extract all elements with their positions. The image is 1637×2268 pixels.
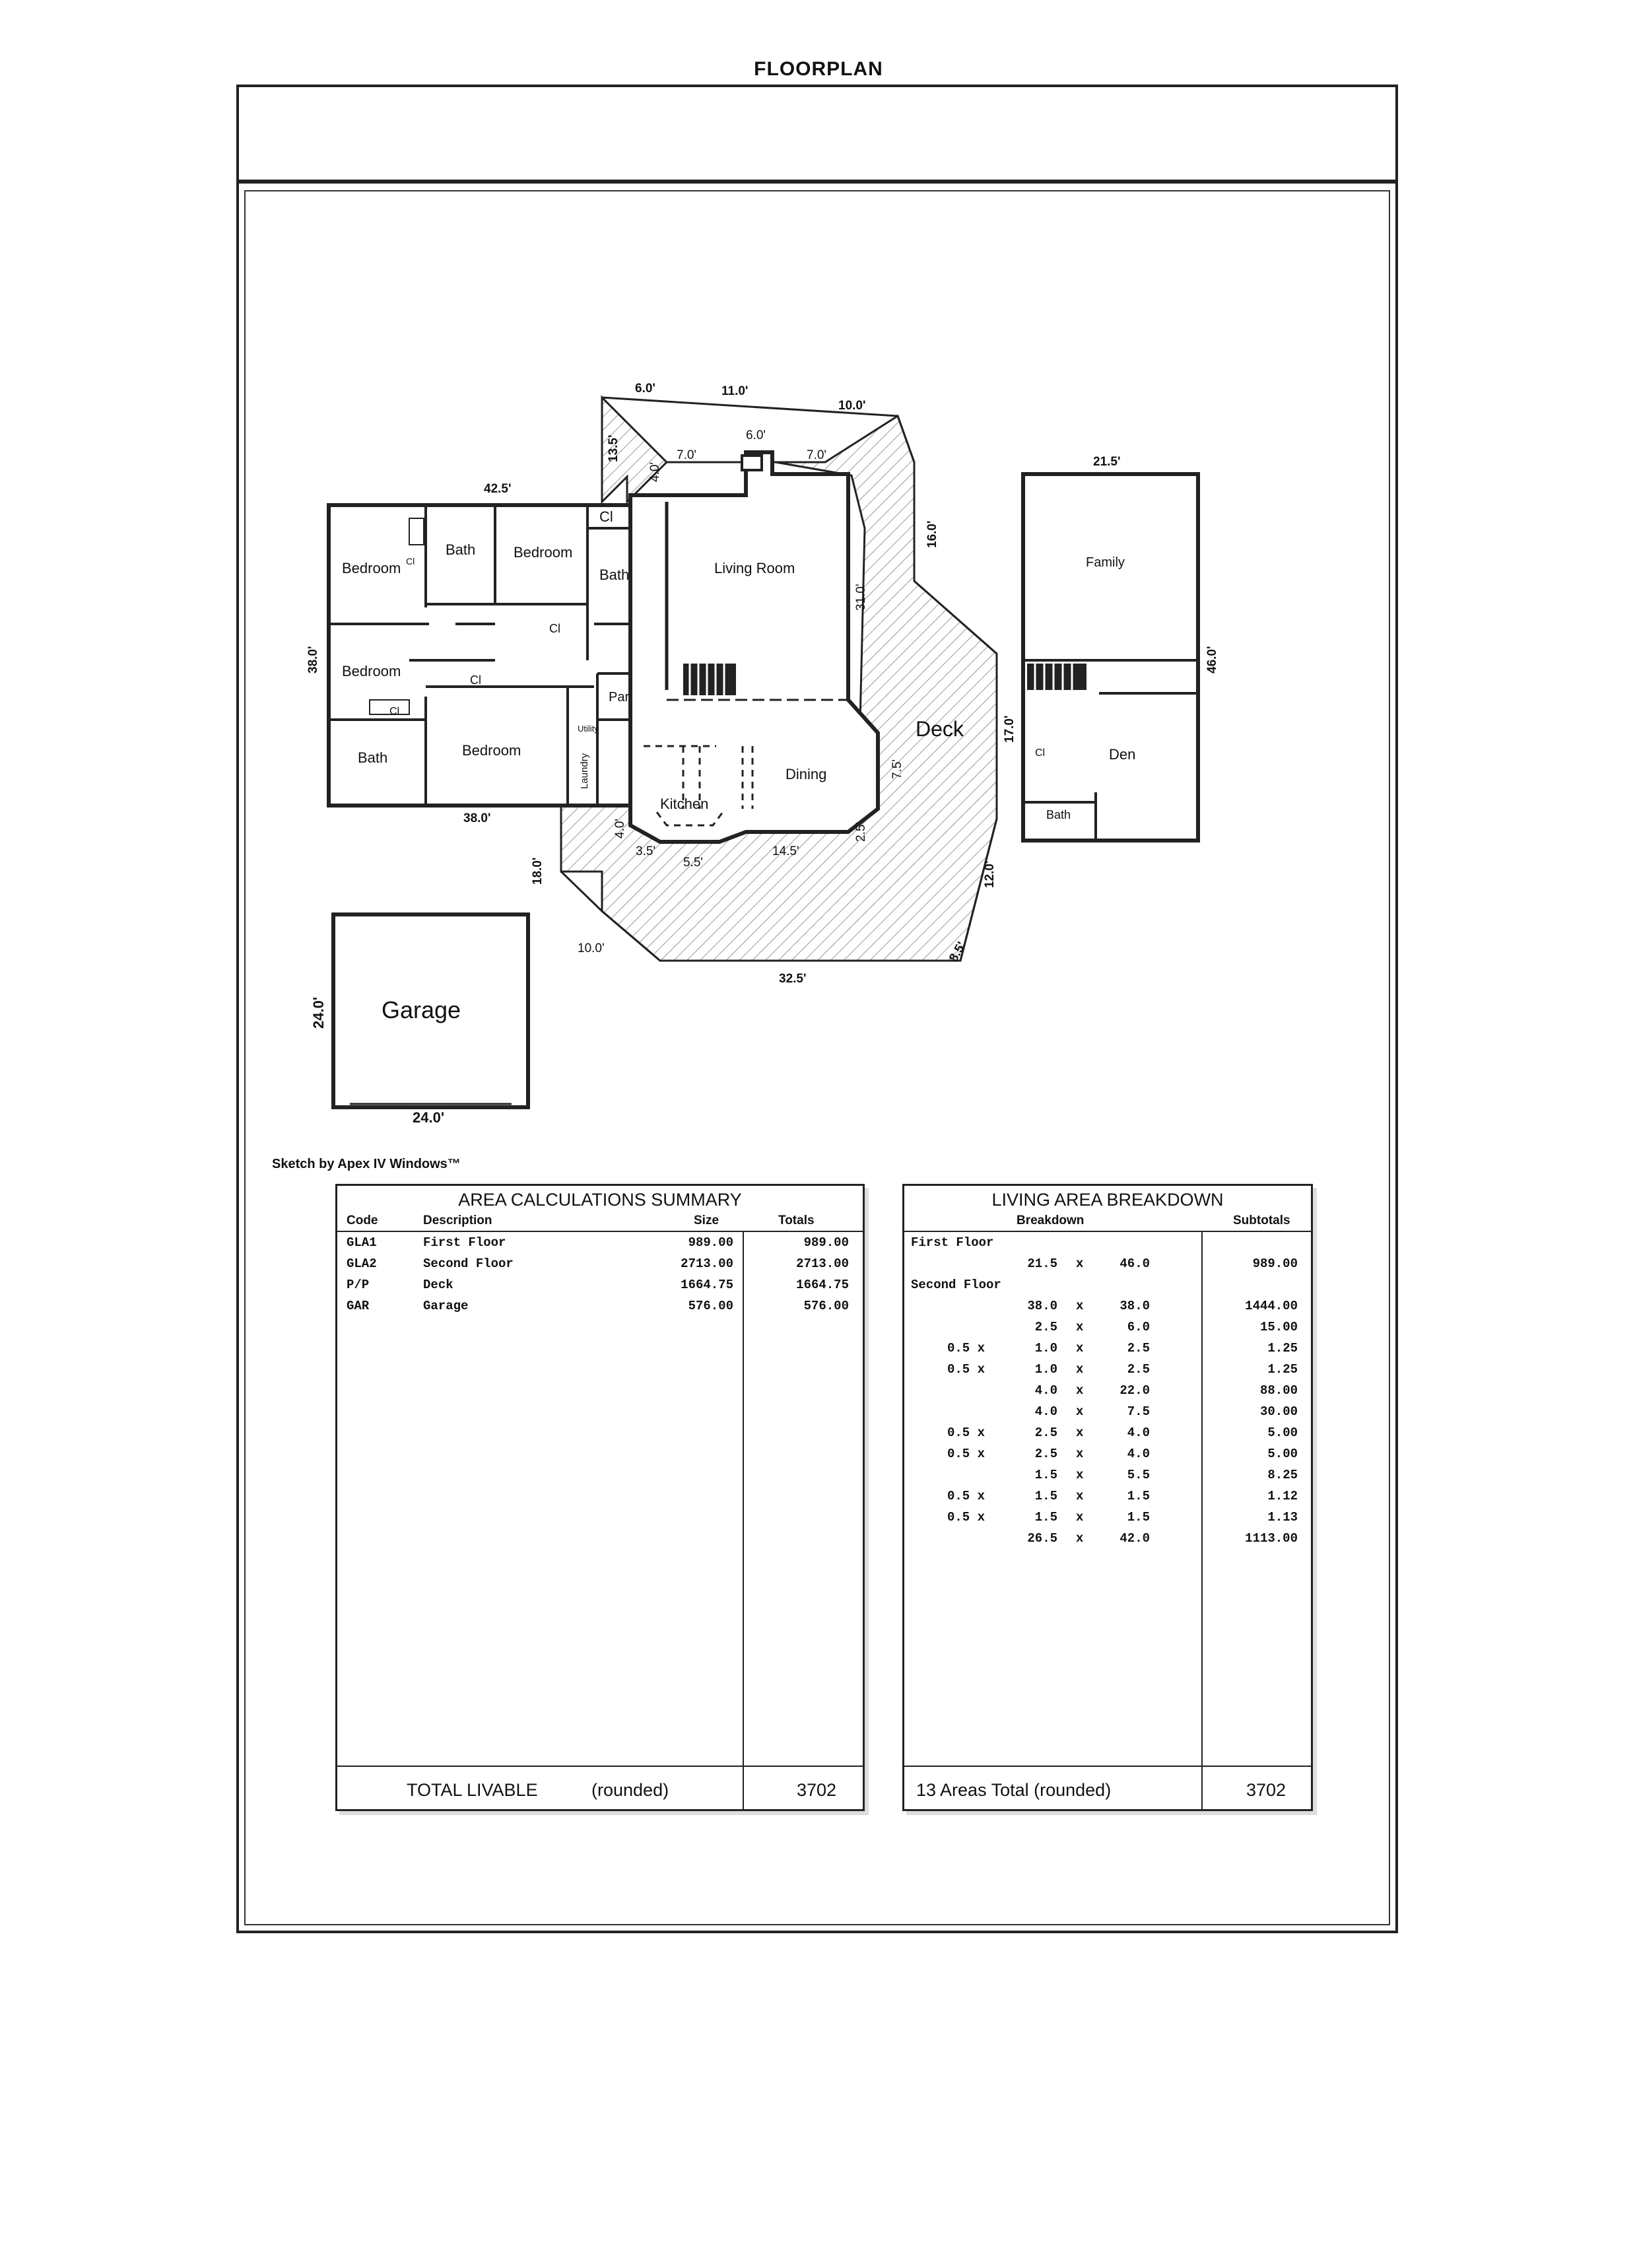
code-cell: GLA2 <box>347 1256 377 1271</box>
table-row <box>337 1278 863 1299</box>
subtotal-cell: 30.00 <box>1259 1404 1298 1419</box>
dimension-label: 7.0' <box>677 448 697 462</box>
subtotal-cell: 8.25 <box>1267 1468 1298 1482</box>
room-label: Bedroom <box>514 544 573 561</box>
room-label: Bath <box>358 749 388 766</box>
width-cell: 7.5 <box>1127 1404 1150 1419</box>
subtotal-cell: 15.00 <box>1259 1320 1298 1334</box>
room-label: Bath <box>446 541 476 558</box>
width-cell: 2.5 <box>1127 1362 1150 1377</box>
times-sign: x <box>1076 1489 1084 1503</box>
dimension-label: 10.0' <box>578 942 605 955</box>
area-summary-table <box>335 1184 865 1811</box>
times-sign: x <box>1076 1447 1084 1461</box>
dimension-label: 6.0' <box>746 429 766 442</box>
table-row <box>904 1320 1311 1341</box>
size-cell: 1664.75 <box>681 1278 733 1292</box>
room-label: Bedroom <box>342 663 401 679</box>
table-row <box>904 1531 1311 1552</box>
dimension-label: 24.0' <box>413 1109 445 1126</box>
section-row <box>904 1278 1311 1299</box>
room-label: Bedroom <box>462 742 521 759</box>
table-row <box>904 1256 1311 1278</box>
sketch-credit: Sketch by Apex IV Windows™ <box>272 1157 461 1171</box>
living-breakdown-title: LIVING AREA BREAKDOWN <box>991 1190 1224 1210</box>
total-livable-label: TOTAL LIVABLE <box>407 1780 538 1800</box>
width-cell: 1.5 <box>1127 1489 1150 1503</box>
subtotal-cell: 5.00 <box>1267 1426 1298 1440</box>
room-label: Den <box>1109 746 1136 763</box>
width-cell: 46.0 <box>1119 1256 1150 1271</box>
times-sign: x <box>1076 1383 1084 1398</box>
times-sign: x <box>1076 1468 1084 1482</box>
length-cell: 4.0 <box>1034 1383 1057 1398</box>
page-title: FLOORPLAN <box>754 58 883 80</box>
subtotal-cell: 1444.00 <box>1245 1299 1298 1313</box>
width-cell: 5.5 <box>1127 1468 1150 1482</box>
width-cell: 42.0 <box>1119 1531 1150 1546</box>
dimension-label: 8.5' <box>947 940 969 965</box>
width-cell: 38.0 <box>1119 1299 1150 1313</box>
room-label: Deck <box>916 717 964 741</box>
dimension-label: 7.0' <box>807 448 827 462</box>
width-cell: 6.0 <box>1127 1320 1150 1334</box>
length-cell: 1.5 <box>1034 1489 1057 1503</box>
subtotal-cell: 1.13 <box>1267 1510 1298 1525</box>
multiplier-cell: 0.5 x <box>947 1341 985 1356</box>
table-row <box>904 1510 1311 1531</box>
area-summary-title: AREA CALCULATIONS SUMMARY <box>458 1190 742 1210</box>
times-sign: x <box>1076 1531 1084 1546</box>
areas-total-label: 13 Areas Total (rounded) <box>916 1780 1112 1800</box>
room-label: Cl <box>389 706 400 717</box>
total-cell: 989.00 <box>803 1235 849 1250</box>
fireplace-icon <box>742 456 762 470</box>
description-cell: First Floor <box>423 1235 506 1250</box>
table-row <box>904 1362 1311 1383</box>
dimension-label: 13.5' <box>607 434 620 462</box>
length-cell: 2.5 <box>1034 1320 1057 1334</box>
column-header-subtotals: Subtotals <box>1233 1214 1290 1227</box>
description-cell: Deck <box>423 1278 453 1292</box>
multiplier-cell: 0.5 x <box>947 1447 985 1461</box>
width-cell: 1.5 <box>1127 1510 1150 1525</box>
length-cell: 4.0 <box>1034 1404 1057 1419</box>
description-cell: Second Floor <box>423 1256 514 1271</box>
table-row <box>904 1341 1311 1362</box>
times-sign: x <box>1076 1426 1084 1440</box>
column-header-size: Size <box>694 1214 719 1227</box>
multiplier-cell: 0.5 x <box>947 1426 985 1440</box>
code-cell: P/P <box>347 1278 370 1292</box>
size-cell: 989.00 <box>688 1235 733 1250</box>
room-label: Garage <box>382 996 461 1023</box>
table-row <box>904 1383 1311 1404</box>
dimension-label: 4.0' <box>648 462 662 482</box>
length-cell: 1.5 <box>1034 1468 1057 1482</box>
dimension-label: 46.0' <box>1205 646 1219 673</box>
dimension-label: 11.0' <box>721 384 749 398</box>
dimension-label: 17.0' <box>1003 715 1017 743</box>
areas-total-value: 3702 <box>1246 1780 1286 1800</box>
dimension-label: 4.0' <box>613 818 627 839</box>
dimension-label: 10.0' <box>838 399 866 413</box>
total-livable-note: (rounded) <box>591 1780 669 1800</box>
total-cell: 2713.00 <box>796 1256 849 1271</box>
total-cell: 1664.75 <box>796 1278 849 1292</box>
room-label: Family <box>1086 555 1125 570</box>
subtotal-cell: 1.25 <box>1267 1362 1298 1377</box>
table-row <box>337 1256 863 1278</box>
length-cell: 1.0 <box>1034 1341 1057 1356</box>
dimension-label: 38.0' <box>306 646 320 673</box>
dimension-label: 21.5' <box>1093 455 1121 469</box>
room-label: Par <box>609 690 630 704</box>
width-cell: 22.0 <box>1119 1383 1150 1398</box>
times-sign: x <box>1076 1320 1084 1334</box>
table-row <box>904 1299 1311 1320</box>
table-row <box>337 1235 863 1256</box>
length-cell: 1.5 <box>1034 1510 1057 1525</box>
table-row <box>337 1299 863 1320</box>
length-cell: 1.0 <box>1034 1362 1057 1377</box>
room-label: Cl <box>406 556 415 567</box>
room-label: Cl <box>549 622 560 635</box>
column-header-totals: Totals <box>778 1214 815 1227</box>
column-header-code: Code <box>347 1214 378 1227</box>
column-header-breakdown: Breakdown <box>1017 1214 1085 1227</box>
width-cell: 2.5 <box>1127 1341 1150 1356</box>
room-label: Dining <box>785 766 827 782</box>
width-cell: 4.0 <box>1127 1447 1150 1461</box>
length-cell: 26.5 <box>1027 1531 1057 1546</box>
length-cell: 38.0 <box>1027 1299 1057 1313</box>
dimension-label: 3.5' <box>636 844 656 858</box>
dimension-label: 18.0' <box>531 857 545 885</box>
dimension-label: 6.0' <box>635 382 655 395</box>
dimension-label: 16.0' <box>925 520 939 548</box>
dimension-label: 2.5' <box>854 821 868 842</box>
room-label: Utility <box>578 724 599 734</box>
living-breakdown-table <box>902 1184 1313 1811</box>
size-cell: 2713.00 <box>681 1256 733 1271</box>
description-cell: Garage <box>423 1299 469 1313</box>
dimension-label: 14.5' <box>772 844 799 858</box>
dimension-label: 24.0' <box>310 996 327 1029</box>
room-label: Cl <box>470 673 481 687</box>
dimension-label: 7.5' <box>890 759 904 779</box>
room-label: Kitchen <box>660 796 709 812</box>
dimension-label: 42.5' <box>484 482 512 496</box>
table-row <box>904 1447 1311 1468</box>
family-den-unit <box>1023 474 1198 841</box>
room-label: Living Room <box>714 560 795 576</box>
dimension-label: 31.0' <box>854 584 868 611</box>
stairs-icon <box>683 664 736 695</box>
dimension-label: 5.5' <box>683 856 704 870</box>
total-livable-value: 3702 <box>797 1780 837 1800</box>
multiplier-cell: 0.5 x <box>947 1489 985 1503</box>
table-row <box>904 1426 1311 1447</box>
table-row <box>904 1489 1311 1510</box>
code-cell: GAR <box>347 1299 370 1313</box>
subtotal-cell: 1113.00 <box>1245 1531 1298 1546</box>
times-sign: x <box>1076 1510 1084 1525</box>
room-label: Bath <box>599 567 630 583</box>
room-label: Laundry <box>579 753 590 789</box>
subtotal-cell: 88.00 <box>1259 1383 1298 1398</box>
times-sign: x <box>1076 1404 1084 1419</box>
room-label: Cl <box>1035 747 1046 759</box>
dimension-label: 12.0' <box>983 860 997 888</box>
times-sign: x <box>1076 1256 1084 1271</box>
section-label: First Floor <box>911 1235 994 1250</box>
length-cell: 2.5 <box>1034 1447 1057 1461</box>
subtotal-cell: 989.00 <box>1252 1256 1298 1271</box>
dimension-label: 38.0' <box>463 811 491 825</box>
width-cell: 4.0 <box>1127 1426 1150 1440</box>
length-cell: 2.5 <box>1034 1426 1057 1440</box>
times-sign: x <box>1076 1299 1084 1313</box>
section-row <box>904 1235 1311 1256</box>
total-cell: 576.00 <box>803 1299 849 1313</box>
subtotal-cell: 1.12 <box>1267 1489 1298 1503</box>
times-sign: x <box>1076 1362 1084 1377</box>
multiplier-cell: 0.5 x <box>947 1362 985 1377</box>
multiplier-cell: 0.5 x <box>947 1510 985 1525</box>
size-cell: 576.00 <box>688 1299 733 1313</box>
column-header-description: Description <box>423 1214 492 1227</box>
table-row <box>904 1404 1311 1426</box>
section-label: Second Floor <box>911 1278 1001 1292</box>
length-cell: 21.5 <box>1027 1256 1057 1271</box>
room-label: Cl <box>599 508 613 525</box>
room-label: Bath <box>1046 808 1071 821</box>
room-label: Bedroom <box>342 560 401 576</box>
subtotal-cell: 5.00 <box>1267 1447 1298 1461</box>
times-sign: x <box>1076 1341 1084 1356</box>
table-row <box>904 1468 1311 1489</box>
dimension-label: 32.5' <box>779 972 807 986</box>
subtotal-cell: 1.25 <box>1267 1341 1298 1356</box>
code-cell: GLA1 <box>347 1235 377 1250</box>
